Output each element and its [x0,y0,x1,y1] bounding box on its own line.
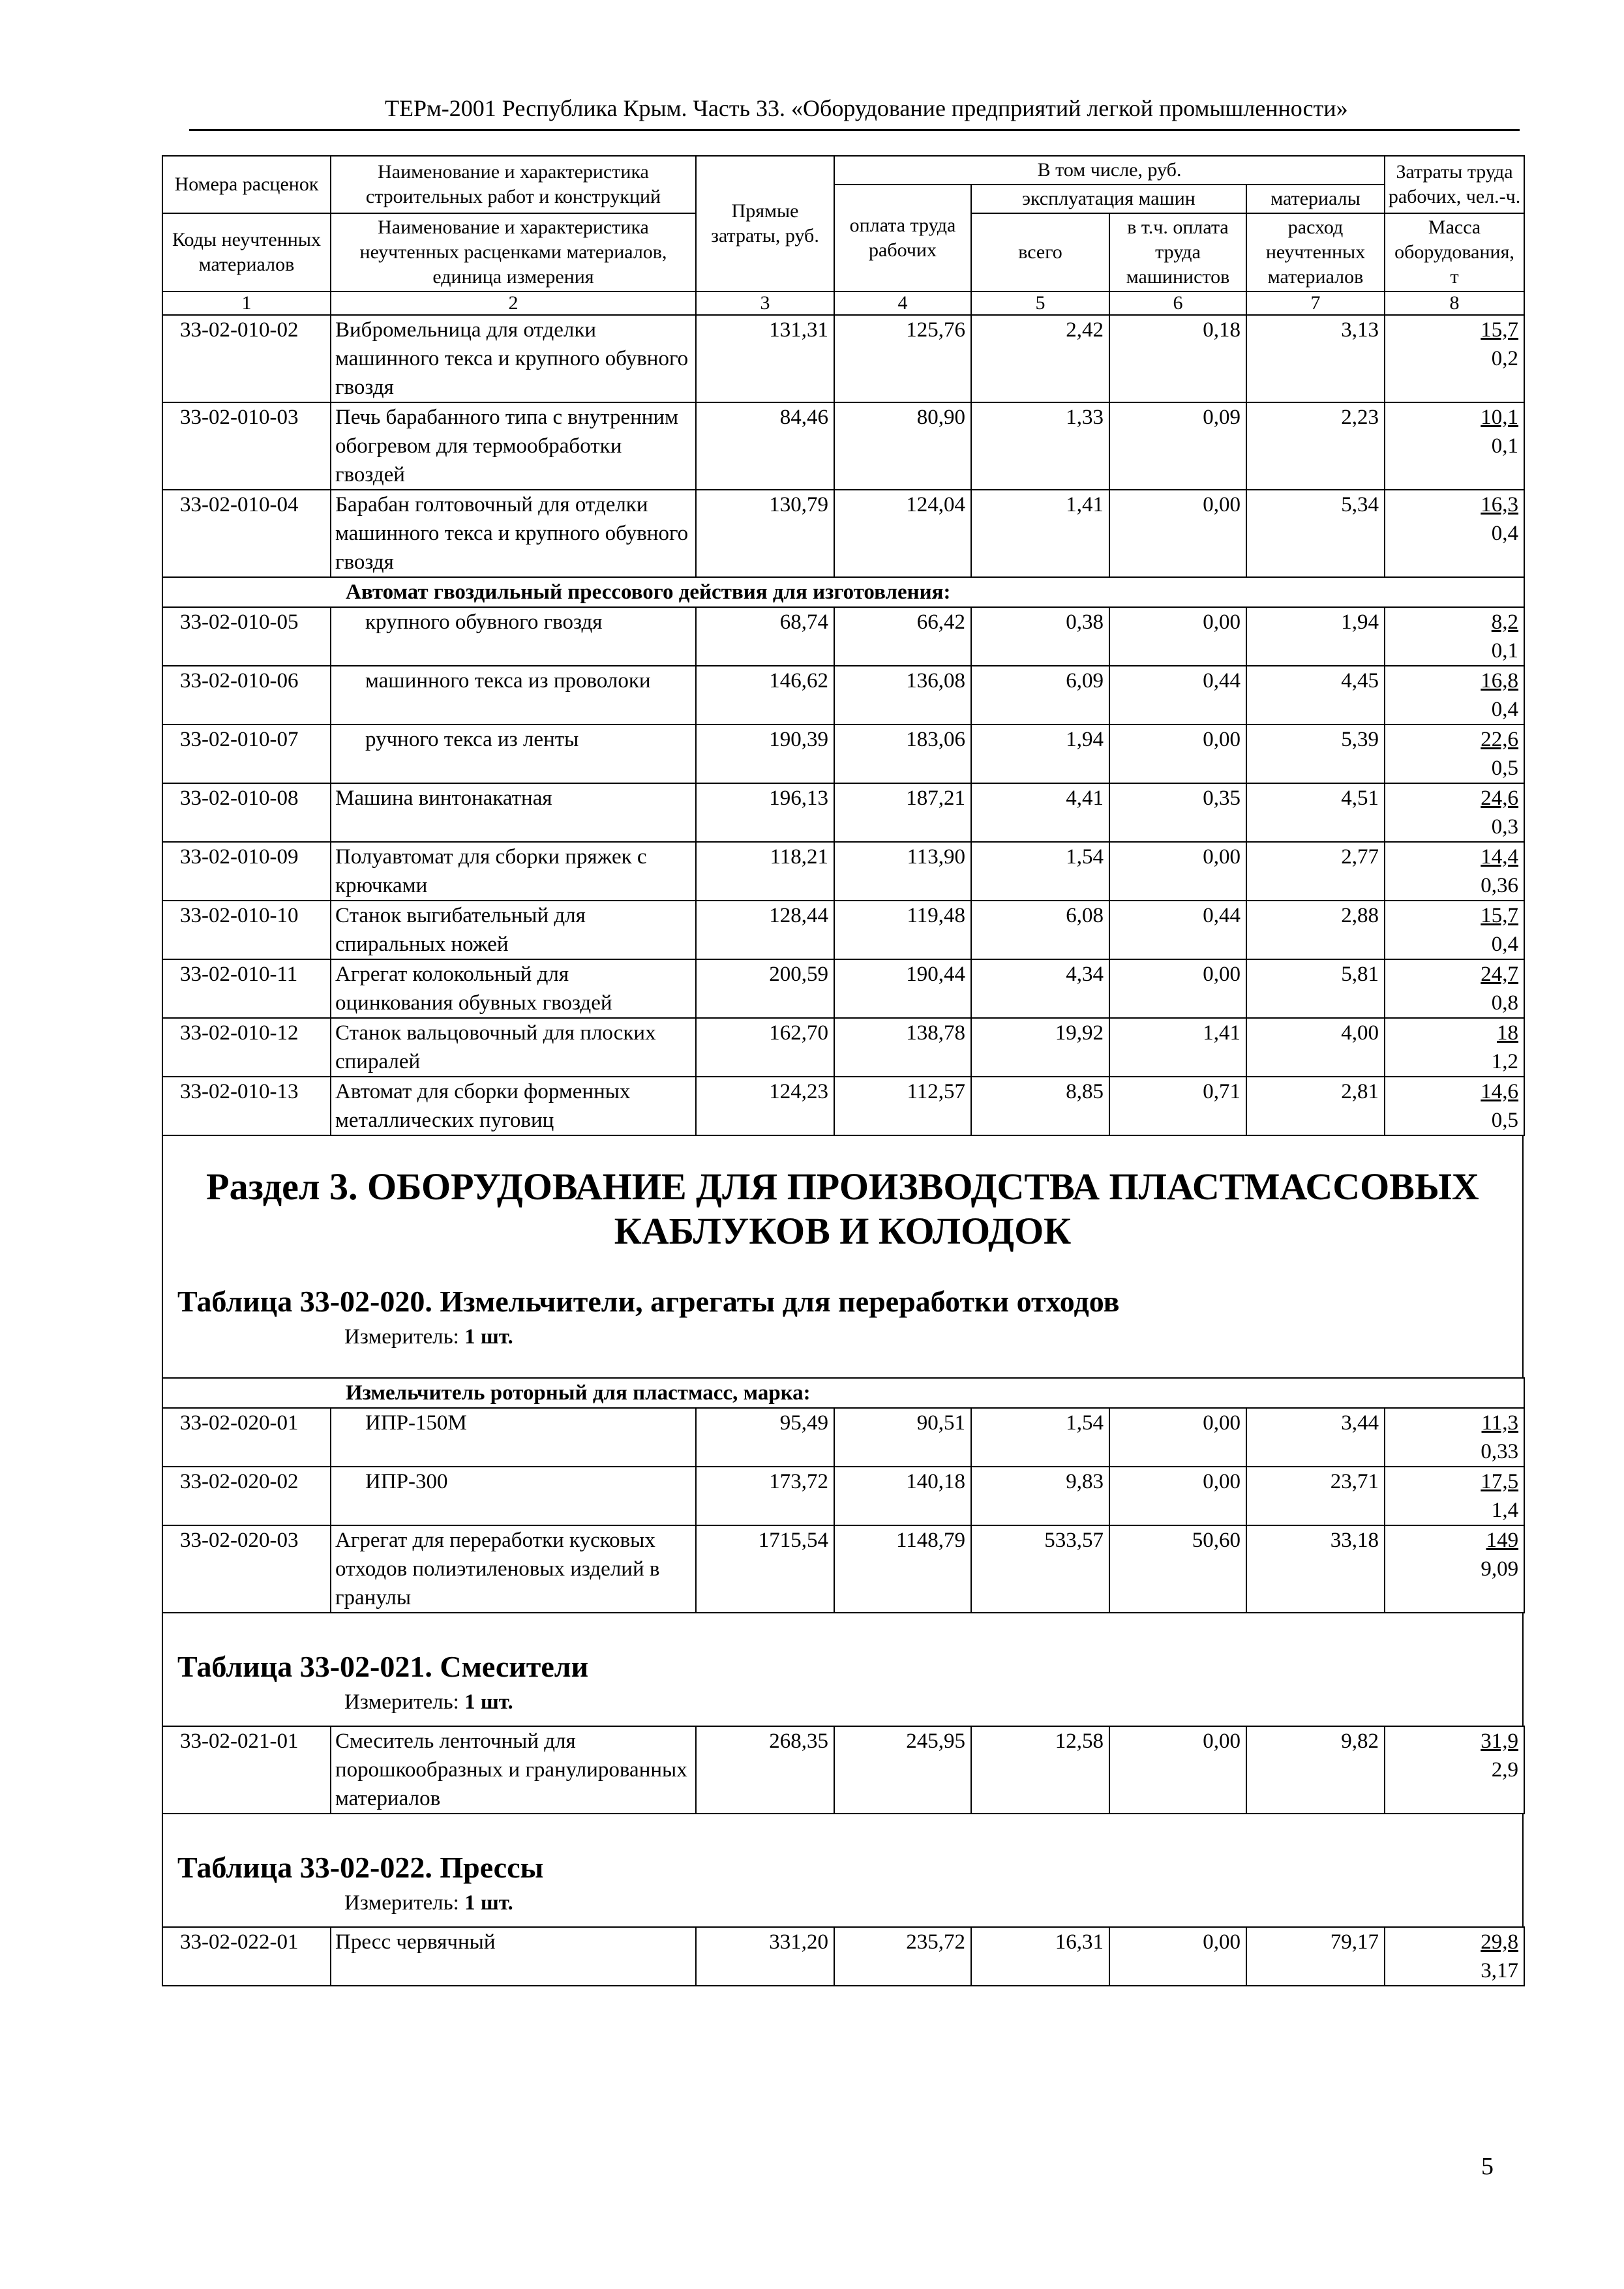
rate-code: 33-02-022-01 [162,1927,331,1986]
machinists-pay-value: 0,71 [1109,1077,1246,1135]
equipment-mass-value: 0,8 [1491,991,1519,1015]
table-022 [162,1926,1525,1986]
rate-name: Агрегат для переработки кусковых отходов полиэтиленовых изделий в гранулы [331,1525,696,1613]
rows-group-b [162,607,1524,783]
column-number: 8 [1385,292,1524,315]
machinists-pay-value: 0,00 [1109,1726,1246,1814]
materials-value: 3,44 [1246,1408,1385,1467]
rate-row [162,1927,1524,1986]
workers-pay-value: 245,95 [834,1726,971,1814]
workers-pay-value: 190,44 [834,959,971,1018]
labor-costs-value: 15,7 [1481,318,1519,342]
equipment-mass-value: 1,2 [1491,1050,1519,1073]
materials-value: 23,71 [1246,1467,1385,1525]
labor-costs-value: 22,6 [1481,728,1519,751]
rate-code: 33-02-021-01 [162,1726,331,1814]
rate-code: 33-02-010-11 [162,959,331,1018]
labor-costs-value: 29,8 [1481,1930,1518,1954]
labor-and-mass-cell [1385,1408,1524,1467]
labor-and-mass-cell [1385,1077,1524,1135]
table-021-measure [163,1689,1522,1715]
materials-value: 2,23 [1246,402,1385,490]
table-022-measure [163,1890,1522,1916]
labor-costs-value: 31,9 [1481,1729,1518,1753]
labor-costs-value: 15,7 [1481,904,1519,927]
workers-pay-value: 66,42 [834,607,971,666]
labor-costs-value: 17,5 [1481,1470,1519,1493]
header-equipment-mass: Масса оборудования, т [1385,213,1524,292]
materials-value: 79,17 [1246,1927,1385,1986]
rows-table-022 [162,1927,1524,1986]
column-number: 6 [1109,292,1246,315]
rate-name: Станок выгибательный для спиральных ножей [331,901,696,959]
rate-code: 33-02-020-03 [162,1525,331,1613]
machines-total-value: 4,41 [971,783,1109,842]
header-labor-costs: Затраты труда рабочих, чел.-ч. [1385,156,1524,213]
header-rule [189,129,1520,131]
machines-total-value: 12,58 [971,1726,1109,1814]
materials-value: 4,45 [1246,666,1385,725]
machines-total-value: 9,83 [971,1467,1109,1525]
workers-pay-value: 119,48 [834,901,971,959]
labor-costs-value: 24,7 [1481,963,1519,986]
rate-row [162,1077,1524,1135]
rate-code: 33-02-010-12 [162,1018,331,1077]
section-title: Раздел 3. ОБОРУДОВАНИЕ ДЛЯ ПРОИЗВОДСТВА ПЛАСТМАССОВЫХ КАБЛУКОВ И КОЛОДОК [206,1165,1479,1252]
header-machinists-pay: в т.ч. оплата труда машинистов [1109,213,1246,292]
rate-code: 33-02-010-13 [162,1077,331,1135]
materials-value: 9,82 [1246,1726,1385,1814]
direct-costs-value: 331,20 [696,1927,834,1986]
machines-total-value: 1,33 [971,402,1109,490]
table-021-block [162,1613,1524,1726]
workers-pay-value: 90,51 [834,1408,971,1467]
header-machines-total: всего [971,213,1109,292]
rate-row [162,783,1524,842]
direct-costs-value: 190,39 [696,725,834,783]
header-workers-pay: оплата труда рабочих [834,185,971,292]
workers-pay-value: 80,90 [834,402,971,490]
materials-value: 2,81 [1246,1077,1385,1135]
rate-name: Автомат для сборки форменных металлических пуговиц [331,1077,696,1135]
rate-code: 33-02-020-01 [162,1408,331,1467]
equipment-mass-value: 0,4 [1491,698,1519,721]
rate-name: Полуавтомат для сборки пряжек с крючками [331,842,696,901]
workers-pay-value: 187,21 [834,783,971,842]
equipment-mass-value: 1,4 [1491,1499,1519,1522]
header-material-codes: Коды неучтенных материалов [162,213,331,292]
machines-total-value: 0,38 [971,607,1109,666]
column-numbers-row [162,292,1524,315]
machines-total-value: 533,57 [971,1525,1109,1613]
direct-costs-value: 1715,54 [696,1525,834,1613]
machinists-pay-value: 0,00 [1109,607,1246,666]
column-number: 5 [971,292,1109,315]
machinists-pay-value: 0,00 [1109,842,1246,901]
workers-pay-value: 183,06 [834,725,971,783]
machines-total-value: 6,08 [971,901,1109,959]
rows-table-020 [162,1408,1524,1613]
measure-value: 1 шт. [464,1325,513,1349]
rate-name: Пресс червячный [331,1927,696,1986]
labor-costs-value: 14,6 [1481,1080,1519,1103]
rate-row [162,1018,1524,1077]
page-number: 5 [1481,2153,1494,2180]
machines-total-value: 1,54 [971,842,1109,901]
materials-value: 1,94 [1246,607,1385,666]
rate-row [162,959,1524,1018]
rate-row [162,607,1524,666]
rows-group-c [162,783,1524,1135]
workers-pay-value: 235,72 [834,1927,971,1986]
labor-and-mass-cell [1385,725,1524,783]
measure-value: 1 шт. [464,1891,513,1915]
rate-name: Агрегат колокольный для оцинкования обувных гвоздей [331,959,696,1018]
rate-code: 33-02-010-06 [162,666,331,725]
labor-and-mass-cell [1385,402,1524,490]
machines-total-value: 19,92 [971,1018,1109,1077]
rate-name: Машина винтонакатная [331,783,696,842]
rate-name: крупного обувного гвоздя [331,607,696,666]
machines-total-value: 16,31 [971,1927,1109,1986]
header-material-consumption: расход неучтенных материалов [1246,213,1385,292]
labor-costs-value: 24,6 [1481,786,1519,810]
equipment-mass-value: 0,1 [1491,639,1519,663]
direct-costs-value: 128,44 [696,901,834,959]
labor-and-mass-cell [1385,1525,1524,1613]
workers-pay-value: 113,90 [834,842,971,901]
rate-name: Барабан голтовочный для отделки машинного текса и крупного обувного гвоздя [331,490,696,577]
labor-and-mass-cell [1385,607,1524,666]
header-work-name: Наименование и характеристика строительных работ и конструкций [331,156,696,213]
table-020-title: Таблица 33-02-020. Измельчители, агрегаты для переработки отходов [177,1285,1120,1318]
labor-costs-value: 10,1 [1481,406,1519,429]
header-including: В том числе, руб. [834,156,1385,185]
header-direct-costs: Прямые затраты, руб. [696,156,834,292]
labor-and-mass-cell [1385,901,1524,959]
header-rates-numbers: Номера расценок [162,156,331,213]
materials-value: 4,00 [1246,1018,1385,1077]
machines-total-value: 1,54 [971,1408,1109,1467]
rate-row [162,1408,1524,1467]
materials-value: 2,77 [1246,842,1385,901]
rates-table-main [162,155,1525,1136]
direct-costs-value: 162,70 [696,1018,834,1077]
labor-and-mass-cell [1385,959,1524,1018]
machines-total-value: 1,41 [971,490,1109,577]
materials-value: 2,88 [1246,901,1385,959]
direct-costs-value: 130,79 [696,490,834,577]
workers-pay-value: 140,18 [834,1467,971,1525]
direct-costs-value: 268,35 [696,1726,834,1814]
rate-row [162,402,1524,490]
machines-total-value: 4,34 [971,959,1109,1018]
rate-row [162,1467,1524,1525]
group-heading-row [162,1378,1524,1408]
machinists-pay-value: 0,00 [1109,1467,1246,1525]
rate-code: 33-02-010-10 [162,901,331,959]
labor-and-mass-cell [1385,490,1524,577]
rate-code: 33-02-020-02 [162,1467,331,1525]
table-021 [162,1726,1525,1814]
machines-total-value: 6,09 [971,666,1109,725]
labor-and-mass-cell [1385,666,1524,725]
machines-total-value: 2,42 [971,315,1109,402]
header-materials: материалы [1246,185,1385,213]
column-number: 4 [834,292,971,315]
rate-code: 33-02-010-07 [162,725,331,783]
direct-costs-value: 84,46 [696,402,834,490]
rate-code: 33-02-010-09 [162,842,331,901]
equipment-mass-value: 0,2 [1491,347,1519,370]
rate-code: 33-02-010-04 [162,490,331,577]
machinists-pay-value: 0,44 [1109,901,1246,959]
labor-and-mass-cell [1385,783,1524,842]
labor-costs-value: 18 [1497,1021,1519,1045]
rate-row [162,315,1524,402]
rate-name: машинного текса из проволоки [331,666,696,725]
direct-costs-value: 124,23 [696,1077,834,1135]
rate-name: Смеситель ленточный для порошкообразных и гранулированных материалов [331,1726,696,1814]
header-machines: эксплуатация машин [971,185,1246,213]
direct-costs-value: 196,13 [696,783,834,842]
running-header: ТЕРм-2001 Республика Крым. Часть 33. «Оборудование предприятий легкой промышленности» [385,95,1348,121]
equipment-mass-value: 3,17 [1481,1959,1518,1982]
document-frame [162,155,1524,1986]
group-heading-row [162,577,1524,607]
labor-costs-value: 16,3 [1481,493,1519,516]
machinists-pay-value: 0,18 [1109,315,1246,402]
rate-row [162,490,1524,577]
direct-costs-value: 95,49 [696,1408,834,1467]
group-heading: Измельчитель роторный для пластмасс, марка: [162,1378,1524,1408]
direct-costs-value: 68,74 [696,607,834,666]
materials-value: 5,39 [1246,725,1385,783]
rate-row [162,1525,1524,1613]
materials-value: 4,51 [1246,783,1385,842]
machinists-pay-value: 50,60 [1109,1525,1246,1613]
rate-code: 33-02-010-08 [162,783,331,842]
machinists-pay-value: 0,00 [1109,959,1246,1018]
machinists-pay-value: 0,00 [1109,490,1246,577]
workers-pay-value: 136,08 [834,666,971,725]
machinists-pay-value: 1,41 [1109,1018,1246,1077]
equipment-mass-value: 0,3 [1491,815,1519,839]
workers-pay-value: 125,76 [834,315,971,402]
equipment-mass-value: 0,5 [1491,1109,1519,1132]
table-022-block [162,1814,1524,1926]
machinists-pay-value: 0,09 [1109,402,1246,490]
rate-code: 33-02-010-03 [162,402,331,490]
rows-table-021 [162,1726,1524,1814]
machines-total-value: 8,85 [971,1077,1109,1135]
measure-label: Измеритель: [344,1325,459,1349]
workers-pay-value: 138,78 [834,1018,971,1077]
direct-costs-value: 200,59 [696,959,834,1018]
labor-costs-value: 14,4 [1481,845,1519,869]
labor-costs-value: 11,3 [1481,1411,1519,1435]
table-021-title: Таблица 33-02-021. Смесители [177,1650,589,1683]
rate-name: ИПР-300 [331,1467,696,1525]
workers-pay-value: 1148,79 [834,1525,971,1613]
measure-label: Измеритель: [344,1690,459,1714]
materials-value: 33,18 [1246,1525,1385,1613]
machinists-pay-value: 0,35 [1109,783,1246,842]
labor-and-mass-cell [1385,1927,1524,1986]
labor-and-mass-cell [1385,1467,1524,1525]
materials-value: 5,81 [1246,959,1385,1018]
equipment-mass-value: 0,4 [1491,522,1519,545]
table-020-measure [163,1324,1522,1350]
rate-code: 33-02-010-02 [162,315,331,402]
workers-pay-value: 112,57 [834,1077,971,1135]
equipment-mass-value: 0,5 [1491,756,1519,780]
rows-group-a [162,315,1524,577]
rate-name: Печь барабанного типа с внутренним обогревом для термообработки гвоздей [331,402,696,490]
labor-costs-value: 149 [1486,1529,1519,1552]
machines-total-value: 1,94 [971,725,1109,783]
direct-costs-value: 118,21 [696,842,834,901]
labor-and-mass-cell [1385,1018,1524,1077]
machinists-pay-value: 0,00 [1109,1927,1246,1986]
labor-and-mass-cell [1385,842,1524,901]
table-022-title: Таблица 33-02-022. Прессы [177,1851,544,1884]
rate-row [162,1726,1524,1814]
header-material-name: Наименование и характеристика неучтенных расценками материалов, единица измерения [331,213,696,292]
machinists-pay-value: 0,44 [1109,666,1246,725]
materials-value: 5,34 [1246,490,1385,577]
machinists-pay-value: 0,00 [1109,1408,1246,1467]
rate-code: 33-02-010-05 [162,607,331,666]
equipment-mass-value: 0,33 [1481,1440,1519,1463]
labor-costs-value: 8,2 [1491,610,1519,634]
column-number: 3 [696,292,834,315]
rate-name: ИПР-150М [331,1408,696,1467]
table-020 [162,1377,1525,1613]
direct-costs-value: 131,31 [696,315,834,402]
column-number: 1 [162,292,331,315]
measure-value: 1 шт. [464,1690,513,1714]
rate-row [162,725,1524,783]
rate-row [162,901,1524,959]
rate-name: Вибромельница для отделки машинного текса и крупного обувного гвоздя [331,315,696,402]
labor-and-mass-cell [1385,315,1524,402]
equipment-mass-value: 0,1 [1491,434,1519,458]
equipment-mass-value: 9,09 [1481,1557,1519,1581]
section-3-block [162,1136,1524,1377]
materials-value: 3,13 [1246,315,1385,402]
direct-costs-value: 173,72 [696,1467,834,1525]
labor-costs-value: 16,8 [1481,669,1519,693]
group-heading: Автомат гвоздильный прессового действия для изготовления: [162,577,1524,607]
column-number: 7 [1246,292,1385,315]
rate-row [162,666,1524,725]
column-number: 2 [331,292,696,315]
measure-label: Измеритель: [344,1891,459,1915]
rate-name: ручного текса из ленты [331,725,696,783]
rate-name: Станок вальцовочный для плоских спиралей [331,1018,696,1077]
direct-costs-value: 146,62 [696,666,834,725]
equipment-mass-value: 0,4 [1491,933,1519,956]
rate-row [162,842,1524,901]
labor-and-mass-cell [1385,1726,1524,1814]
workers-pay-value: 124,04 [834,490,971,577]
equipment-mass-value: 0,36 [1481,874,1519,897]
equipment-mass-value: 2,9 [1491,1758,1518,1782]
machinists-pay-value: 0,00 [1109,725,1246,783]
